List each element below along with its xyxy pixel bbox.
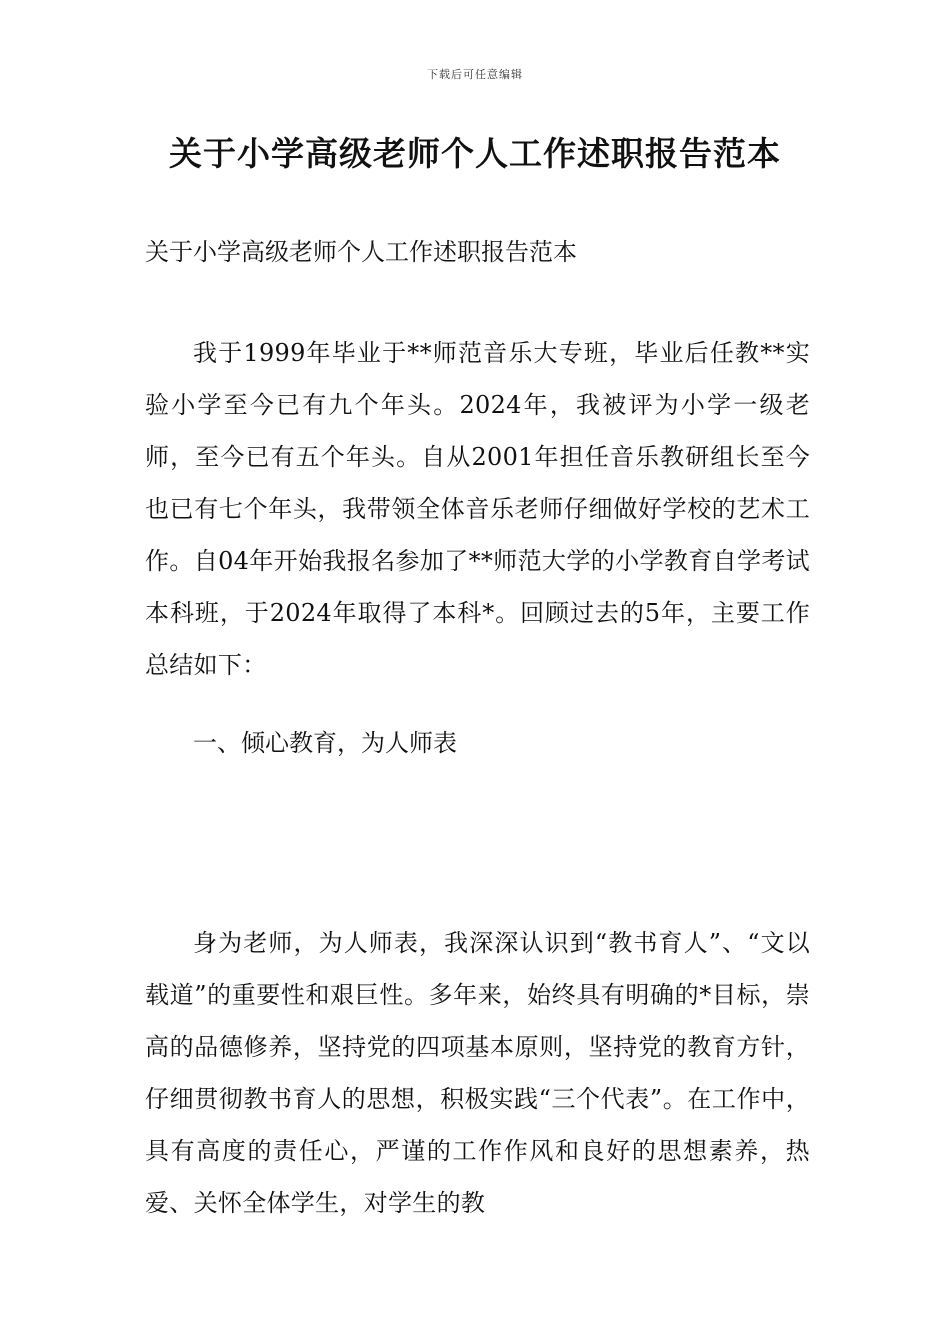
section-heading: 一、倾心教育，为人师表 (193, 729, 457, 757)
paragraph-intro: 我于1999年毕业于**师范音乐大专班，毕业后任教**实验小学至今已有九个年头。2024年，我被评为小学一级老师，至今已有五个年头。自从2001年担任音乐教研组长至今也已有七个年头，我带领全体音乐老师仔细做好学校的艺术工作。自04年开始我报名参加了**师范大学的小学教育自学考试本科班，于2024年取得了本科*。回顾过去的5年，主要工作总结如下： (145, 339, 810, 679)
document-subtitle: 关于小学高级老师个人工作述职报告范本 (145, 238, 577, 266)
paragraph-body: 身为老师，为人师表，我深深认识到“教书育人”、“文以载道”的重要性和艰巨性。多年来，始终具有明确的*目标，崇高的品德修养，坚持党的四项基本原则，坚持党的教育方针，仔细贯彻教书育人的思想，积极实践“三个代表”。在工作中，具有高度的责任心，严谨的工作作风和良好的思想素养，热爱、关怀全体学生，对学生的教 (145, 929, 810, 1217)
document-title: 关于小学高级老师个人工作述职报告范本 (169, 134, 781, 173)
page-header-note: 下载后可任意编辑 (427, 68, 523, 81)
